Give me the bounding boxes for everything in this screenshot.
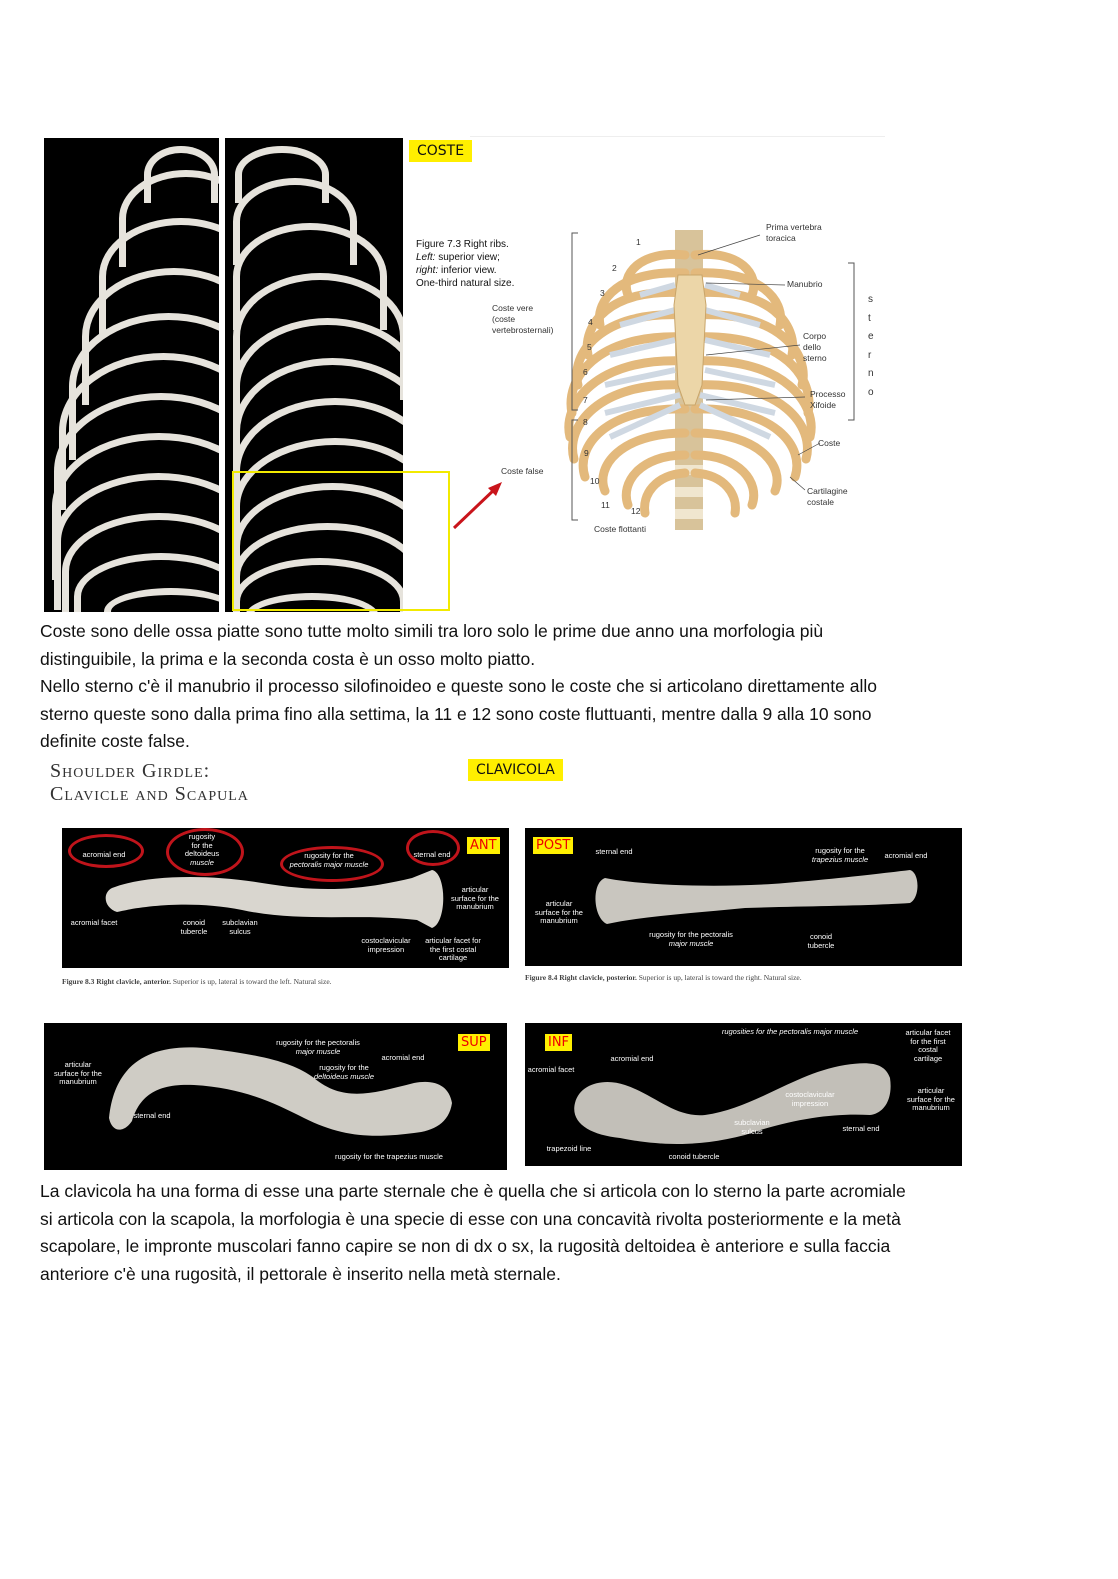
label-rugosity-deltoideus: rugosity for the deltoideus muscle: [313, 1063, 375, 1081]
label-prima-vertebra: Prima vertebra toracica: [766, 222, 822, 243]
label-acromial-end: acromial end: [610, 1054, 654, 1063]
text-line: si articola con la scapola, la morfologia è una specie di esse con una concavità rivolta posteriormente e la metà: [40, 1208, 901, 1229]
sup-tag: SUP: [458, 1034, 490, 1051]
ant-tag: ANT: [467, 837, 500, 854]
rib-number: 8: [583, 417, 588, 427]
rib-number: 7: [583, 395, 588, 405]
clavicle-superior-photo: [44, 1023, 507, 1170]
clavicle-posterior-photo: [525, 828, 962, 966]
text-line: Nello sterno c'è il manubrio il processo silofinoideo e queste sono le coste che si articolano direttamente allo: [40, 676, 877, 696]
label-cartilagine-costale: Cartilagine costale: [807, 486, 848, 507]
inf-tag: INF: [545, 1034, 572, 1051]
label-articular-surface: articular surface for the manubrium: [535, 899, 583, 925]
rib-number: 9: [584, 448, 589, 458]
label-sternal-end: sternal end: [842, 1124, 880, 1133]
text-line: definite coste false.: [40, 731, 190, 751]
post-tag: POST: [533, 837, 573, 854]
label-conoid-tubercle: conoid tubercle: [807, 932, 835, 950]
rib-number: 11: [601, 500, 610, 510]
text-line: sterno queste sono dalla prima fino alla settima, la 11 e 12 sono coste fluttuanti, mentre dalla 9 alla 10 sono: [40, 703, 872, 724]
label-acromial-facet: acromial facet: [527, 1065, 575, 1074]
label-acromial-end: acromial end: [82, 850, 126, 859]
label-coste-vere: Coste vere (coste vertebrosternali): [492, 303, 554, 335]
label-articular-surface: articular surface for the manubrium: [907, 1086, 955, 1112]
clavicle-description-paragraph: [40, 1178, 1090, 1288]
label-rugosities-pectoralis: rugosities for the pectoralis major muscle: [721, 1027, 859, 1036]
rib-number: 6: [583, 367, 588, 377]
label-rugosity-pectoralis: rugosity for the pectoralis major muscle: [649, 930, 733, 948]
figure-8-4-caption: Figure 8.4 Right clavicle, posterior. Superior is up, lateral is toward the right. Natural size.: [525, 973, 802, 982]
label-rugosity-trapezius: rugosity for the trapezius muscle: [811, 846, 869, 864]
ribs-figure-caption: Figure 7.3 Right ribs. Left: superior view; right: inferior view. One-third natural size.: [416, 239, 515, 289]
label-coste-flottanti: Coste flottanti: [594, 524, 646, 534]
rib-number: 1: [636, 237, 641, 247]
label-rugosity-pectoralis: rugosity for the pectoralis major muscle: [276, 1038, 360, 1056]
label-rugosity-deltoideus: rugosity for the deltoideus muscle: [184, 832, 220, 867]
label-articular-facet: articular facet for the first costal cartilage: [905, 1028, 951, 1063]
label-processo-xifoide: Processo Xifoide: [810, 389, 846, 410]
thorax-diagram: [470, 215, 890, 545]
clavicle-inferior-photo: [525, 1023, 962, 1166]
label-articular-surface: articular surface for the manubrium: [54, 1060, 102, 1086]
label-sterno-vertical: s t e r n o: [868, 294, 874, 398]
label-rugosity-pectoralis: rugosity for the pectoralis major muscle: [289, 851, 369, 869]
text-line: scapolare, le impronte muscolari fanno capire se non di dx o sx, la rugosità deltoidea è anteriore e sulla faccia: [40, 1236, 891, 1256]
label-trapezoid-line: trapezoid line: [546, 1144, 592, 1153]
label-articular-surface: articular surface for the manubrium: [451, 885, 499, 911]
ribs-superior-view-photo: [44, 138, 219, 612]
label-costoclavicular: costoclavicular impression: [361, 936, 411, 954]
label-acromial-end: acromial end: [884, 851, 928, 860]
text-line: Coste sono delle ossa piatte sono tutte molto simili tra loro solo le prime due anno una morfologia più: [40, 621, 824, 641]
label-rugosity-trapezius: rugosity for the trapezius muscle: [335, 1152, 443, 1161]
rib-number: 2: [612, 263, 617, 273]
text-line: distinguibile, la prima e la seconda costa è un osso molto piatto.: [40, 648, 536, 669]
label-articular-facet: articular facet for the first costal cartilage: [425, 936, 481, 962]
label-costoclavicular: costoclavicular impression: [785, 1090, 835, 1108]
shoulder-girdle-title: Shoulder Girdle: Clavicle and Scapula: [50, 760, 249, 805]
false-ribs-highlight-box: [232, 471, 450, 611]
text-line: anteriore c'è una rugosità, il pettorale è inserito nella metà sternale.: [40, 1263, 561, 1284]
clavicle-anterior-photo: [62, 828, 509, 968]
rib-number: 5: [587, 342, 592, 352]
label-conoid-tubercle: conoid tubercle: [668, 1152, 720, 1161]
label-sternal-end: sternal end: [595, 847, 633, 856]
label-subclavian-sulcus: subclavian sulcus: [734, 1118, 770, 1136]
label-coste: Coste: [818, 438, 841, 448]
rib-number: 4: [588, 317, 593, 327]
clavicola-label: CLAVICOLA: [468, 759, 563, 781]
label-coste-false: Coste false: [501, 466, 544, 476]
label-acromial-facet: acromial facet: [70, 918, 118, 927]
top-rule: [470, 136, 885, 137]
label-sternal-end: sternal end: [133, 1111, 171, 1120]
ribs-description-paragraph: [40, 618, 1080, 756]
coste-label: COSTE: [409, 140, 472, 162]
label-conoid-tubercle: conoid tubercle: [180, 918, 208, 936]
label-sternal-end: sternal end: [413, 850, 451, 859]
label-subclavian-sulcus: subclavian sulcus: [222, 918, 258, 936]
rib-number: 12: [631, 506, 641, 516]
label-manubrio: Manubrio: [787, 279, 823, 289]
label-corpo-sterno: Corpo dello sterno: [803, 331, 827, 363]
rib-number: 3: [600, 288, 605, 298]
rib-number: 10: [590, 476, 600, 486]
text-line: La clavicola ha una forma di esse una parte sternale che è quella che si articola con lo sterno la parte acromiale: [40, 1181, 906, 1201]
label-acromial-end: acromial end: [381, 1053, 425, 1062]
figure-8-3-caption: Figure 8.3 Right clavicle, anterior. Superior is up, lateral is toward the left. Natural size.: [62, 977, 332, 986]
